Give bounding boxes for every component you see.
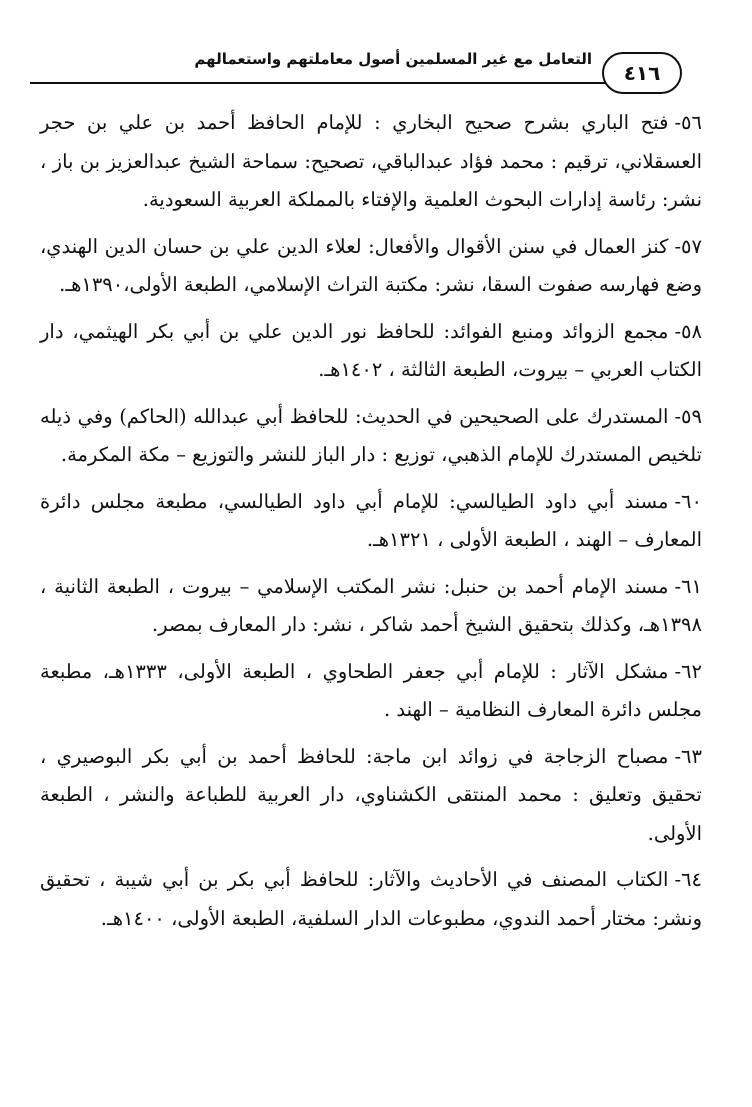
reference-text: مصباح الزجاجة في زوائد ابن ماجة: للحافظ أحمد بن أبي بكر البوصيري ، تحقيق وتعليق : محمد المنتقى الكشناوي، دار العربية للطباعة والنشر ، الطبعة الأولى. xyxy=(40,744,702,845)
reference-item xyxy=(40,738,702,854)
page-number-badge xyxy=(602,52,682,94)
reference-text: المستدرك على الصحيحين في الحديث: للحافظ أبي عبدالله (الحاكم) وفي ذيله تلخيص المستدرك للإمام الذهبي، توزيع : دار الباز للنشر والتوزيع – مكة المكرمة. xyxy=(40,404,702,466)
reference-number: ٦١- xyxy=(674,574,702,598)
reference-item xyxy=(40,398,702,475)
reference-number: ٥٧- xyxy=(674,234,702,258)
reference-item xyxy=(40,104,702,220)
reference-text: مسند أبي داود الطيالسي: للإمام أبي داود الطيالسي، مطبعة مجلس دائرة المعارف – الهند ، الطبعة الأولى ، ١٣٢١هـ. xyxy=(40,489,702,551)
reference-number: ٥٦- xyxy=(674,111,702,134)
header-rule xyxy=(30,82,630,84)
reference-text: فتح الباري بشرح صحيح البخاري : للإمام الحافظ أحمد بن علي بن حجر العسقلاني، ترقيم : محمد فؤاد عبدالباقي، تصحيح: سماحة الشيخ عبدالعزيز بن باز ، نشر: رئاسة إدارات البحوث العلمية والإفتاء بالمملكة العربية السعودية. xyxy=(40,111,702,211)
reference-number: ٦٢- xyxy=(674,659,702,683)
reference-text: مشكل الآثار : للإمام أبي جعفر الطحاوي ، الطبعة الأولى، ١٣٣٣هـ، مطبعة مجلس دائرة المعارف النظامية – الهند . xyxy=(40,659,702,721)
reference-item xyxy=(40,483,702,560)
reference-number: ٦٠- xyxy=(674,489,702,513)
references-list xyxy=(40,104,702,946)
running-title: التعامل مع غير المسلمين أصول معاملتهم واستعمالهم xyxy=(194,50,592,68)
reference-item xyxy=(40,861,702,938)
page-header xyxy=(30,50,722,98)
reference-text: كنز العمال في سنن الأقوال والأفعال: لعلاء الدين علي بن حسان الدين الهندي، وضع فهارسه صفوت السقا، نشر: مكتبة التراث الإسلامي، الطبعة الأولى،١٣٩٠هـ. xyxy=(40,234,702,296)
reference-number: ٦٤- xyxy=(674,868,702,891)
reference-number: ٦٣- xyxy=(674,744,702,768)
reference-item xyxy=(40,228,702,305)
reference-item xyxy=(40,568,702,645)
reference-text: مجمع الزوائد ومنبع الفوائد: للحافظ نور الدين علي بن أبي بكر الهيثمي، دار الكتاب العربي – بيروت، الطبعة الثالثة ، ١٤٠٢هـ. xyxy=(40,319,702,381)
reference-text: مسند الإمام أحمد بن حنبل: نشر المكتب الإسلامي – بيروت ، الطبعة الثانية ، ١٣٩٨هـ، وكذلك بتحقيق الشيخ أحمد شاكر ، نشر: دار المعارف بمصر. xyxy=(40,574,702,636)
page-number: ٤١٦ xyxy=(623,61,661,85)
reference-item xyxy=(40,653,702,730)
reference-text: الكتاب المصنف في الأحاديث والآثار: للحافظ أبي بكر بن أبي شيبة ، تحقيق ونشر: مختار أحمد الندوي، مطبوعات الدار السلفية، الطبعة الأولى، ١٤٠٠هـ. xyxy=(40,868,702,930)
reference-number: ٥٨- xyxy=(674,319,702,343)
reference-item xyxy=(40,313,702,390)
reference-number: ٥٩- xyxy=(674,404,702,428)
